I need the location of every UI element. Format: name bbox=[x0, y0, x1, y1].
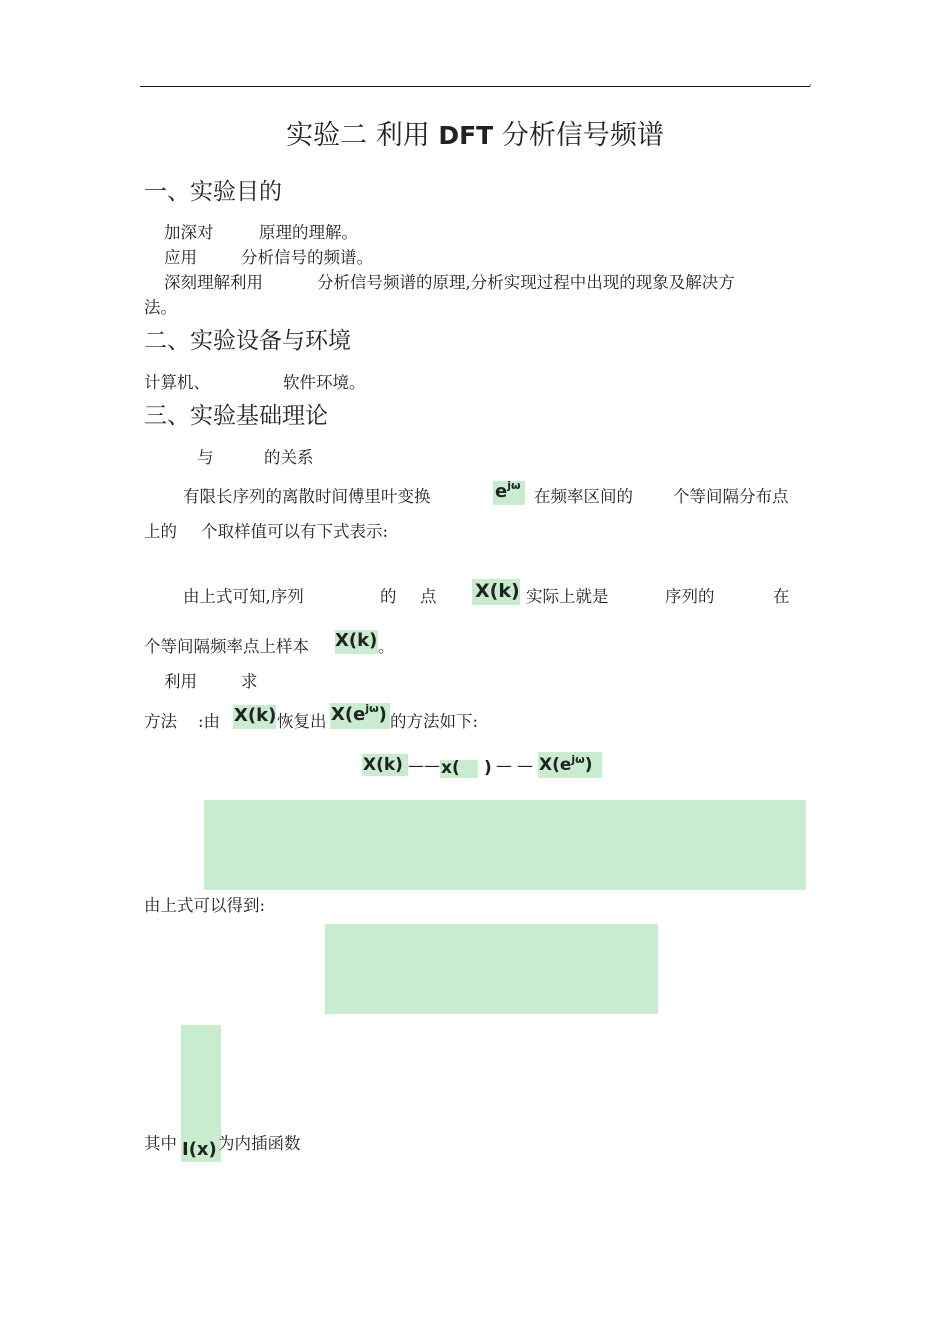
para1-b: 在频率区间的 bbox=[534, 487, 633, 506]
chain-xe-base: X(e bbox=[539, 755, 572, 775]
chain-x-close: ) bbox=[484, 758, 492, 778]
math-xe-base: X(e bbox=[331, 704, 366, 725]
chain-x-e-jw bbox=[539, 755, 593, 775]
derive-text: 由上式可以得到: bbox=[144, 896, 266, 915]
objective-1-b: 原理的理解。 bbox=[259, 223, 358, 242]
method-a: 方法 bbox=[144, 712, 177, 731]
chain-x: x( bbox=[441, 758, 460, 778]
objective-1-a: 加深对 bbox=[164, 223, 214, 242]
method-c: 恢复出 bbox=[277, 712, 327, 731]
equation-block-2 bbox=[325, 924, 658, 1014]
para2-f: 在 bbox=[773, 587, 790, 606]
formula-e-jw bbox=[495, 481, 521, 502]
equation-block-1 bbox=[204, 800, 806, 890]
title-dft: DFT bbox=[438, 121, 494, 150]
para2-c: 点 bbox=[420, 587, 437, 606]
para1-a: 有限长序列的离散时间傅里叶变换 bbox=[183, 487, 431, 506]
section-heading-theory: 三、实验基础理论 bbox=[144, 403, 328, 429]
subheading-1-a: 与 bbox=[197, 448, 214, 467]
equipment-text-b: 软件环境。 bbox=[283, 373, 366, 392]
objective-2-b: 分析信号的频谱。 bbox=[241, 248, 373, 267]
title-suffix: 分析信号频谱 bbox=[501, 120, 664, 151]
header-mark: ' bbox=[809, 84, 812, 94]
where-a: 其中 bbox=[144, 1134, 177, 1153]
subheading-2-b: 求 bbox=[241, 672, 258, 691]
formula-xk-3: X(k) bbox=[234, 705, 277, 726]
objective-2-a: 应用 bbox=[164, 248, 197, 267]
where-b: 为内插函数 bbox=[218, 1134, 301, 1153]
chain-dash-2: — — bbox=[496, 756, 534, 775]
title-prefix: 实验二 利用 bbox=[286, 120, 430, 151]
section-heading-equipment: 二、实验设备与环境 bbox=[144, 328, 351, 354]
formula-xk: X(k) bbox=[475, 580, 520, 602]
header-rule bbox=[140, 86, 810, 87]
para1-d: 上的 bbox=[144, 522, 177, 541]
method-d: 的方法如下: bbox=[390, 712, 479, 731]
objective-3-c: 法。 bbox=[144, 298, 177, 317]
para2-a: 由上式可知,序列 bbox=[183, 587, 304, 606]
math-xe-close: ) bbox=[378, 704, 387, 725]
chain-xe-close: ) bbox=[584, 755, 593, 775]
chain-xe-sup: jω bbox=[571, 753, 585, 766]
section-heading-objectives: 一、实验目的 bbox=[144, 179, 282, 205]
math-xe-sup: jω bbox=[365, 702, 379, 715]
chain-dash-1: —— bbox=[408, 756, 440, 775]
objective-3-a: 深刻理解利用 bbox=[164, 273, 263, 292]
para2-e: 序列的 bbox=[665, 587, 715, 606]
para3-end: 。 bbox=[378, 637, 395, 656]
subheading-2-a: 利用 bbox=[164, 672, 197, 691]
formula-xk-2: X(k) bbox=[335, 630, 378, 651]
math-e-sup: jω bbox=[507, 479, 521, 492]
para1-e: 个取样值可以有下式表示: bbox=[201, 522, 389, 541]
page-title bbox=[0, 113, 950, 152]
para2-d: 实际上就是 bbox=[526, 587, 609, 606]
equipment-text-a: 计算机、 bbox=[144, 373, 210, 392]
chain-xk: X(k) bbox=[363, 755, 403, 775]
method-b: :由 bbox=[198, 712, 221, 731]
formula-x-e-jw bbox=[331, 704, 387, 725]
math-e-base: e bbox=[495, 481, 508, 502]
para2-b: 的 bbox=[380, 587, 397, 606]
para3: 个等间隔频率点上样本 bbox=[144, 637, 309, 656]
objective-3-b: 分析信号频谱的原理,分析实现过程中出现的现象及解决方 bbox=[317, 273, 735, 292]
subheading-1-b: 的关系 bbox=[264, 448, 314, 467]
para1-c: 个等间隔分布点 bbox=[673, 487, 789, 506]
formula-ix: I(x) bbox=[182, 1139, 217, 1160]
